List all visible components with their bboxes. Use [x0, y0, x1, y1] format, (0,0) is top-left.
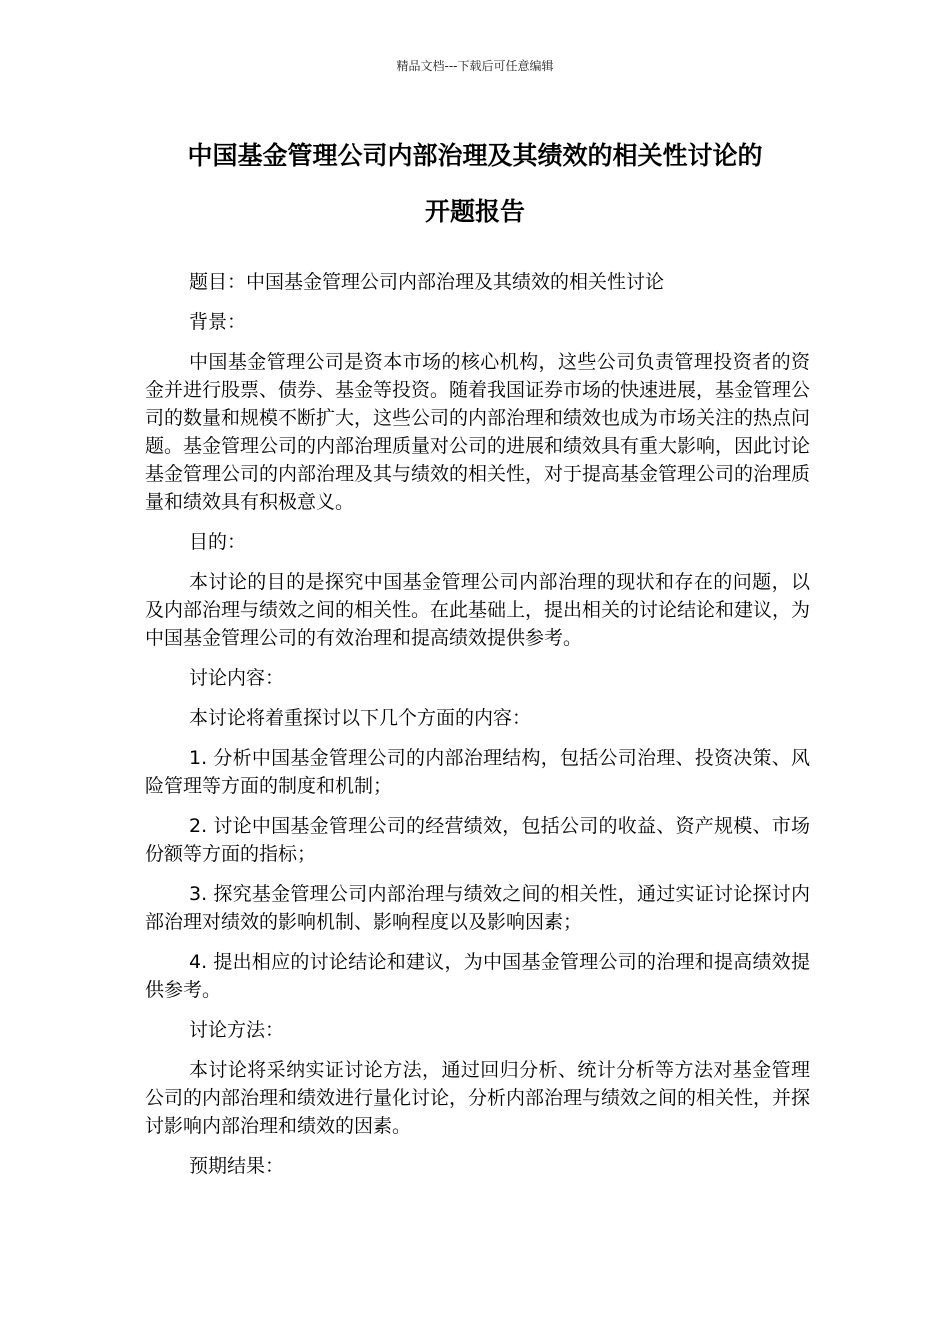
section-heading-expected-results: 预期结果： — [189, 1155, 285, 1177]
content-item-1: 1. 分析中国基金管理公司的内部治理结构，包括公司治理、投资决策、风险管理等方面的制度和机制； — [145, 747, 810, 797]
content-item-2: 2. 讨论中国基金管理公司的经营绩效，包括公司的收益、资产规模、市场份额等方面的指标； — [145, 815, 810, 865]
document-title-line-1: 中国基金管理公司内部治理及其绩效的相关性讨论的 — [187, 141, 763, 170]
background-paragraph: 中国基金管理公司是资本市场的核心机构，这些公司负责管理投资者的资金并进行股票、债券、基金等投资。随着我国证券市场的快速进展，基金管理公司的数量和规模不断扩大，这些公司的内部治理和绩效也成为市场关注的热点问题。基金管理公司的内部治理质量对公司的进展和绩效具有重大影响，因此讨论基金管理公司的内部治理及其与绩效的相关性，对于提高基金管理公司的治理质量和绩效具有积极意义。 — [145, 351, 811, 513]
topic-line: 题目：中国基金管理公司内部治理及其绩效的相关性讨论 — [189, 271, 665, 293]
purpose-paragraph: 本讨论的目的是探究中国基金管理公司内部治理的现状和存在的问题，以及内部治理与绩效之间的相关性。在此基础上，提出相关的讨论结论和建议，为中国基金管理公司的有效治理和提高绩效提供参考。 — [145, 571, 811, 649]
section-heading-purpose: 目的： — [189, 531, 247, 553]
document-title-line-2: 开题报告 — [424, 197, 525, 226]
section-heading-method: 讨论方法： — [189, 1019, 285, 1041]
document-body — [145, 268, 810, 1192]
method-paragraph: 本讨论将采纳实证讨论方法，通过回归分析、统计分析等方法对基金管理公司的内部治理和绩效进行量化讨论，分析内部治理与绩效之间的相关性，并探讨影响内部治理和绩效的因素。 — [145, 1059, 811, 1137]
header-note: 精品文档---下载后可任意编辑 — [396, 59, 554, 73]
content-item-3: 3. 探究基金管理公司内部治理与绩效之间的相关性，通过实证讨论探讨内部治理对绩效的影响机制、影响程度以及影响因素； — [145, 883, 810, 933]
section-heading-content: 讨论内容： — [189, 667, 285, 689]
document-title — [130, 128, 820, 240]
section-heading-background: 背景： — [189, 311, 247, 333]
content-intro-paragraph: 本讨论将着重探讨以下几个方面的内容： — [189, 707, 532, 729]
content-item-4: 4. 提出相应的讨论结论和建议，为中国基金管理公司的治理和提高绩效提供参考。 — [145, 951, 810, 1001]
